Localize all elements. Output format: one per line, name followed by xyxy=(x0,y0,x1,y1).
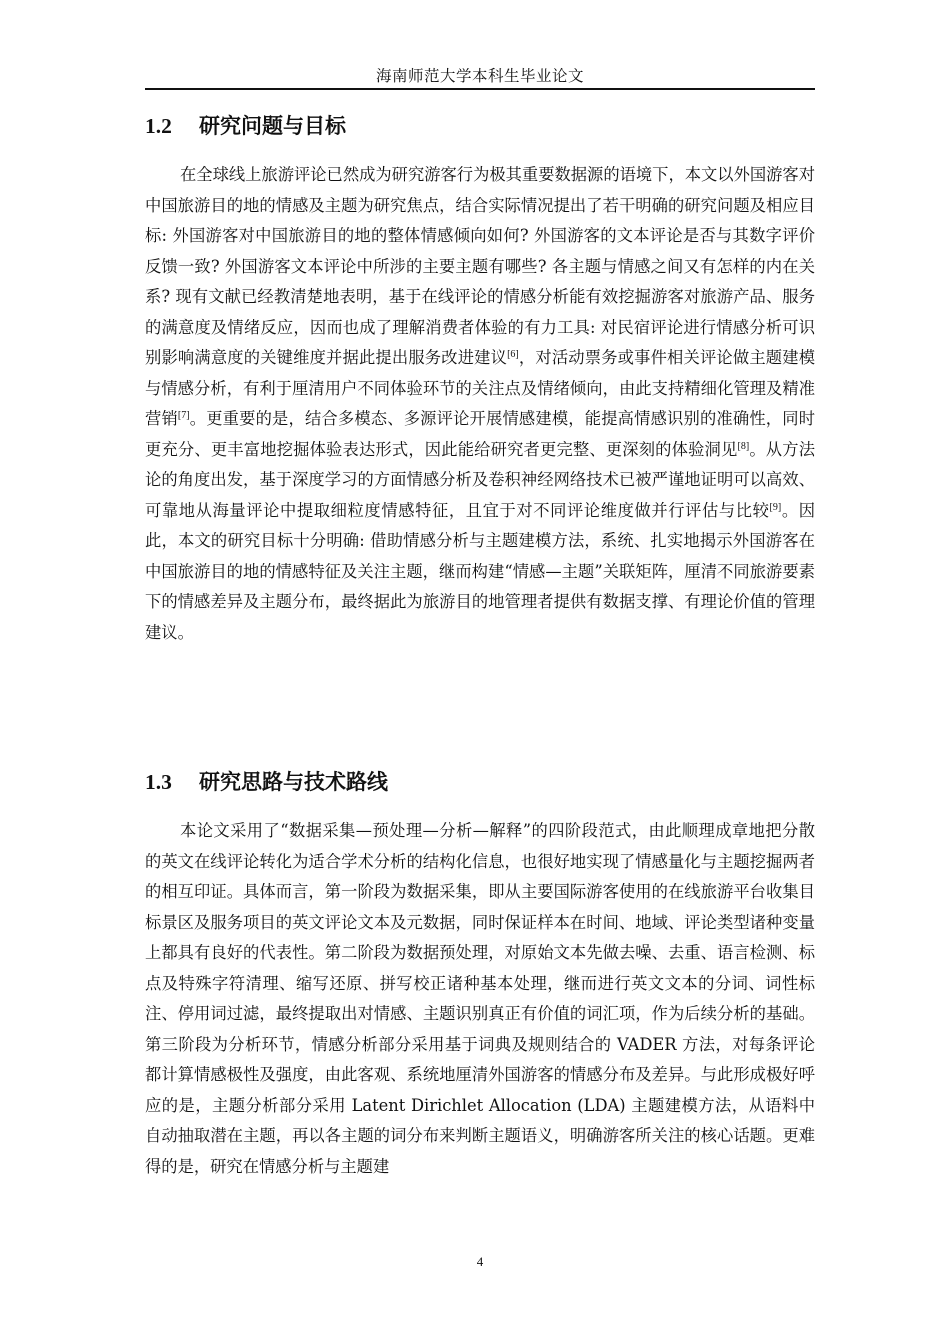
text-run: 在全球线上旅游评论已然成为研究游客行为极其重要数据源的语境下，本文以外国游客对中国旅游目的地的情感及主题为研究焦点，结合实际情况提出了若干明确的研究问题及相应目标: 外国游客对中国旅游目的地的整体情感倾向如何? 外国游客的文本评论是否与其数字评价反馈一致? 外国游客文本评论中所涉的主要主题有哪些? 各主题与情感之间又有怎样的内在关系? 现有文献已经教清楚地表明，基于在线评论的情感分析能有效挖掘游客对旅游产品、服务的满意度及情绪反应，因而也成了理解消费者体验的有力工具: 对民宿评论进行情感分析可识别影响满意度的关键维度并据此提出服务改进建议 xyxy=(145,165,815,367)
body-paragraph-1-3: 本论文采用了“数据采集—预处理—分析—解释”的四阶段范式，由此顺理成章地把分散的英文在线评论转化为适合学术分析的结构化信息，也很好地实现了情感量化与主题挖掘两者的相互印证。具体而言，第一阶段为数据采集，即从主要国际游客使用的在线旅游平台收集目标景区及服务项目的英文评论文本及元数据，同时保证样本在时间、地域、评论类型诸种变量上都具有良好的代表性。第二阶段为数据预处理，对原始文本先做去噪、去重、语言检测、标点及特殊字符清理、缩写还原、拼写校正诸种基本处理，继而进行英文文本的分词、词性标注、停用词过滤，最终提取出对情感、主题识别真正有价值的词汇项，作为后续分析的基础。第三阶段为分析环节，情感分析部分采用基于词典及规则结合的 VADER 方法，对每条评论都计算情感极性及强度，由此客观、系统地厘清外国游客的情感分布及差异。与此形成极好呼应的是，主题分析部分采用 Latent Dirichlet Allocation (LDA) 主题建模方法，从语料中自动抽取潜在主题，再以各主题的词分布来判断主题语义，明确游客所关注的核心话题。更难得的是，研究在情感分析与主题建 xyxy=(145,821,815,1176)
section-title: 研究思路与技术路线 xyxy=(199,769,388,794)
header-rule xyxy=(145,88,815,90)
text-run: ，对活动票务或事件相关评论做主题建模与情感分析，有利于厘清用户不同体验环节的关注点及情绪倾向，由此支持精细化管理及精准营销 xyxy=(145,348,815,428)
running-header: 海南师范大学本科生毕业论文 xyxy=(375,67,584,85)
section-title: 研究问题与目标 xyxy=(199,113,346,138)
section-number: 1.3 xyxy=(145,770,172,794)
section-heading-1-3 xyxy=(145,766,388,796)
citation: [7] xyxy=(177,410,190,421)
section-heading-1-2 xyxy=(145,110,346,140)
page-number: 4 xyxy=(476,1254,484,1269)
citation: [6] xyxy=(507,349,519,360)
section-number: 1.2 xyxy=(145,114,172,138)
citation: [8] xyxy=(737,440,750,452)
text-run: 。因此，本文的研究目标十分明确: 借助情感分析与主题建模方法，系统、扎实地揭示外国游客在中国旅游目的地的情感特征及关注主题，继而构建“情感—主题”关联矩阵，厘清不同旅游要素下的情感差异及主题分布，最终据此为旅游目的地管理者提供有数据支撑、有理论价值的管理建议。 xyxy=(145,500,815,642)
citation: [9] xyxy=(769,501,782,513)
body-paragraph-1-2 xyxy=(145,160,815,648)
text-run: 。从方法论的角度出发，基于深度学习的方面情感分析及卷积神经网络技术已被严谨地证明可以高效、可靠地从海量评论中提取细粒度情感特征，且宜于对不同评论维度做并行评估与比较 xyxy=(145,439,815,520)
text-run: 。更重要的是，结合多模态、多源评论开展情感建模，能提高情感识别的准确性，同时更充分、更丰富地挖掘体验表达形式，因此能给研究者更完整、更深刻的体验洞见 xyxy=(145,409,815,459)
